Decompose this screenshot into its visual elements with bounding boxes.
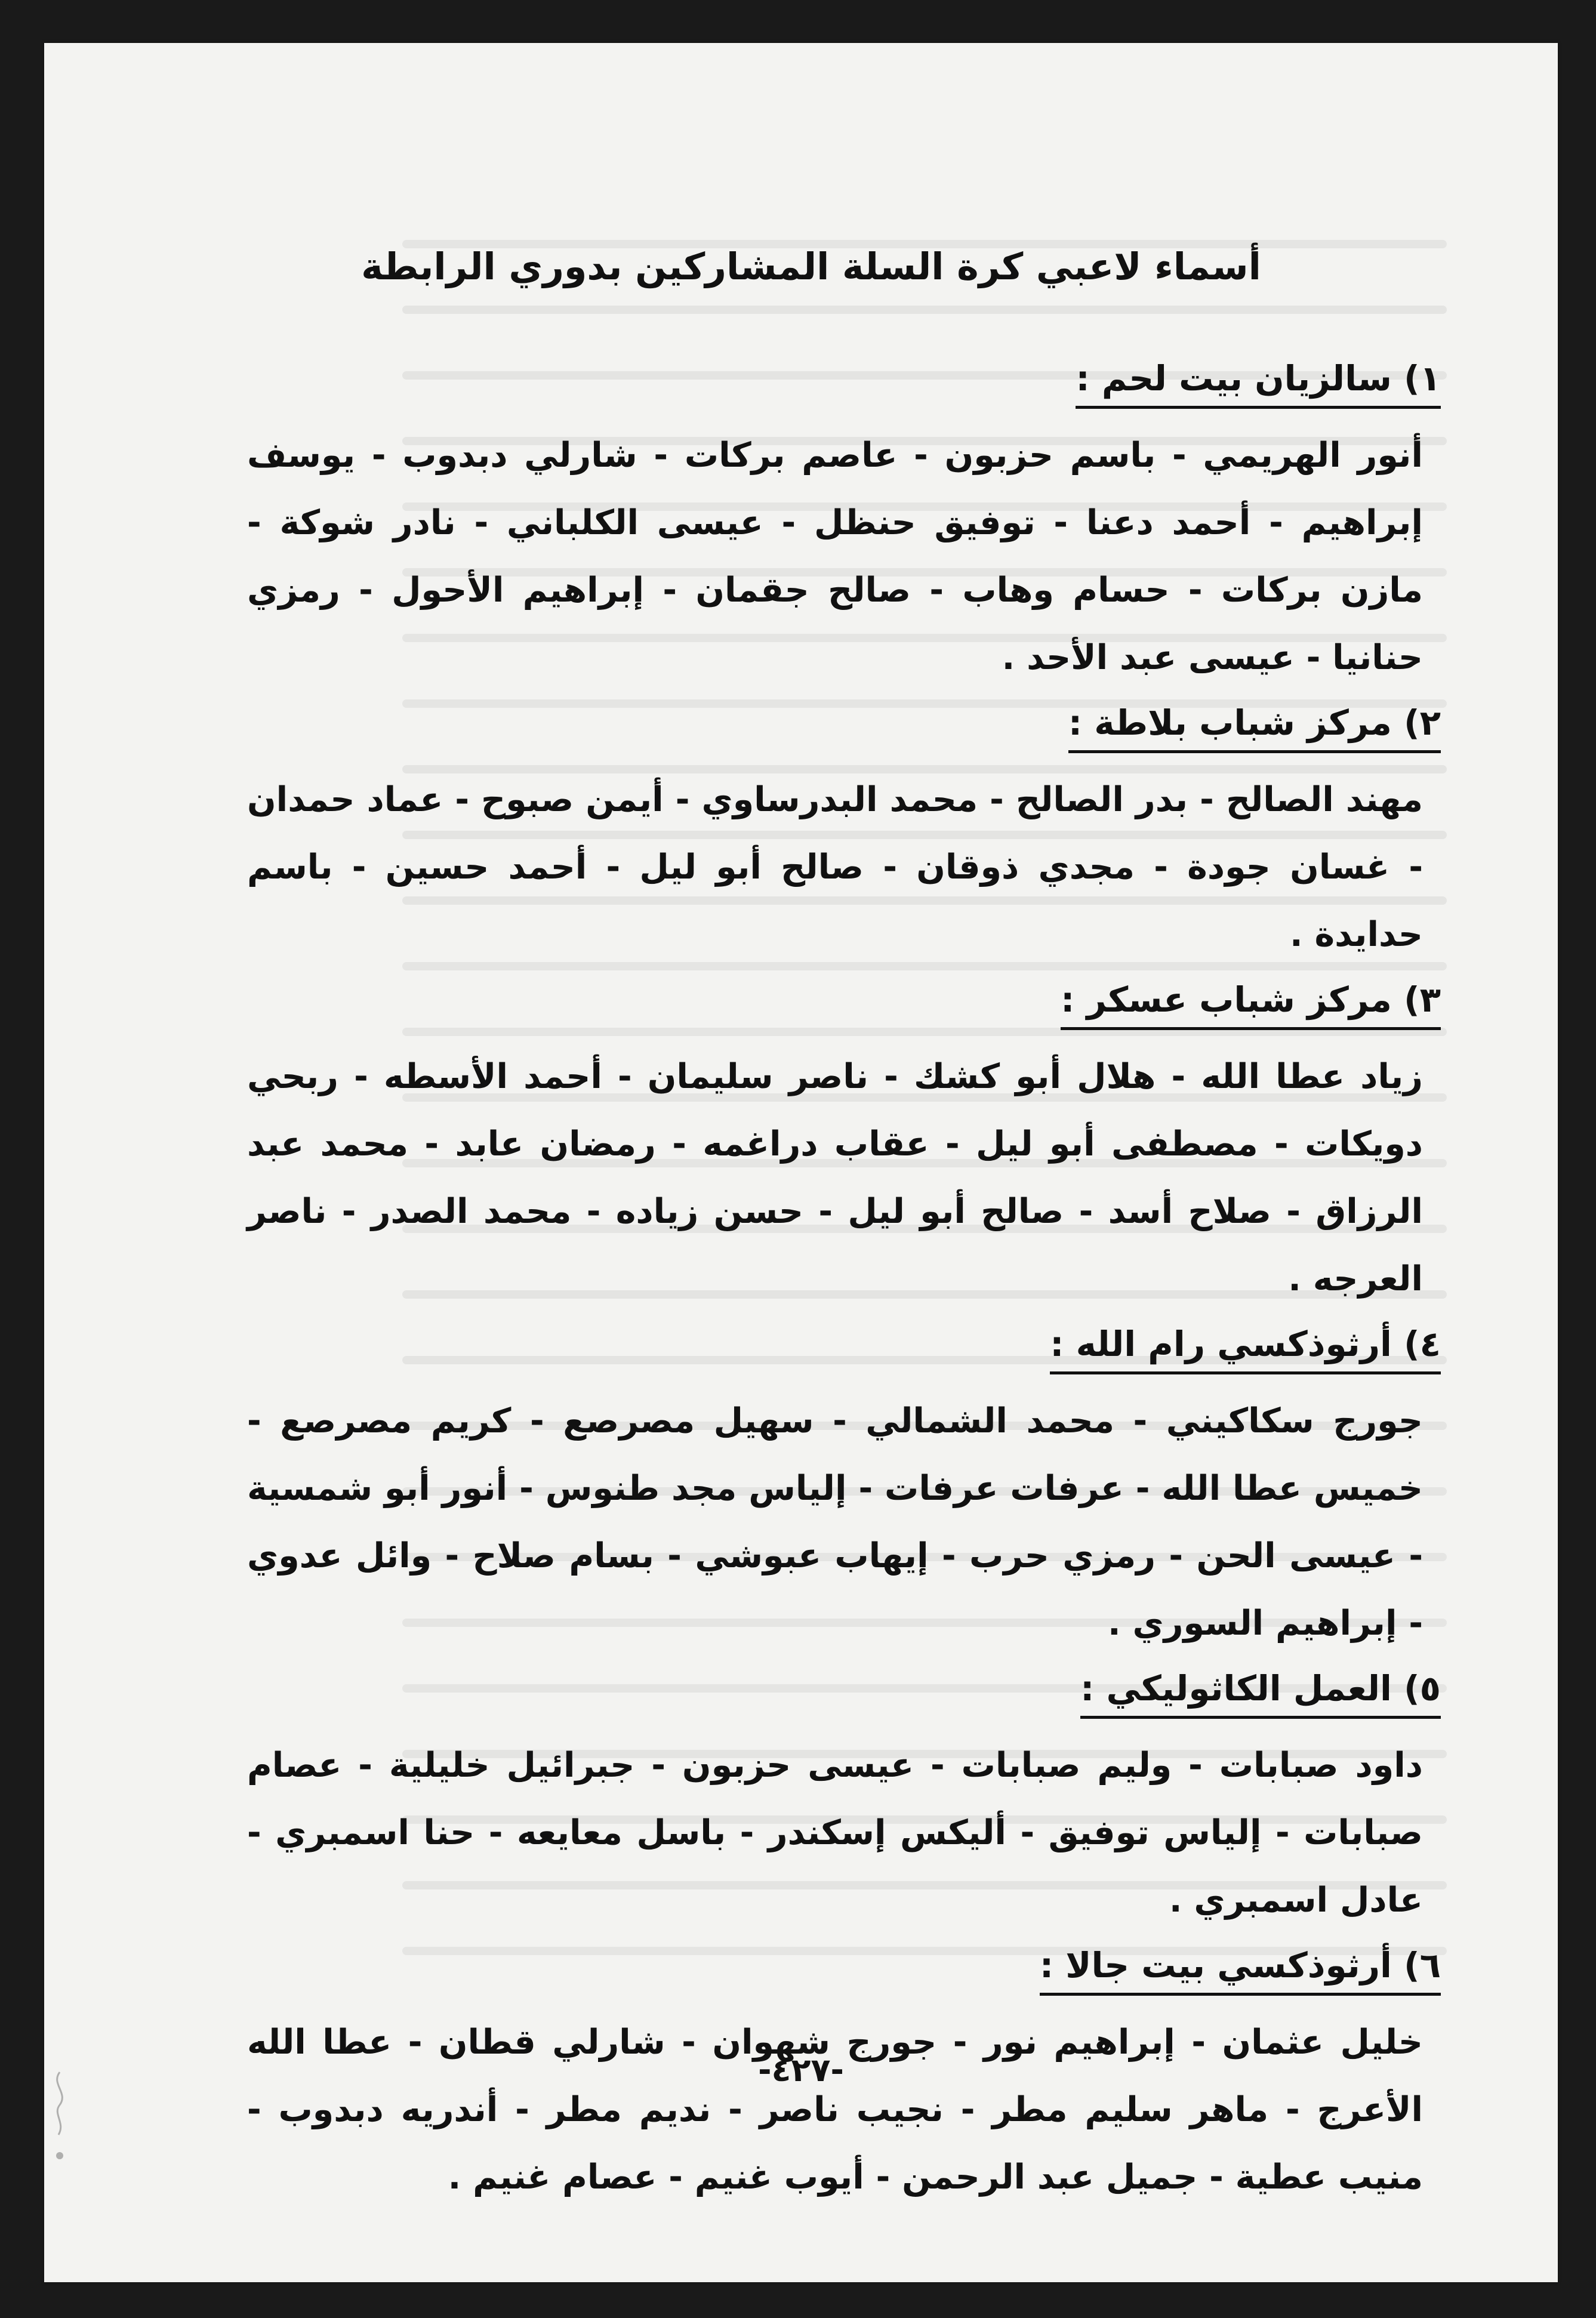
section-balata-youth	[235, 698, 1441, 969]
section-salesian-bethlehem	[235, 353, 1441, 692]
page-number: -٤٢٧-	[758, 2051, 844, 2089]
section-heading: ٣) مركز شباب عسكر :	[1061, 975, 1441, 1030]
player-list: مهند الصالح - بدر الصالح - محمد البدرساوي - أيمن صبوح - عماد حمدان - غسان جودة - مجدي ذوقان - صالح أبو ليل - أحمد حسين - باسم حدايدة .	[247, 780, 1423, 954]
section-heading: ٢) مركز شباب بلاطة :	[1068, 698, 1441, 753]
document-page	[44, 43, 1558, 2282]
paper-mark-icon	[48, 2066, 72, 2174]
player-list: زياد عطا الله - هلال أبو كشك - ناصر سليمان - أحمد الأسطه - ربحي دويكات - مصطفى أبو ليل - عقاب دراغمه - رمضان عابد - محمد عبد الرزاق - صلاح أسد - صالح أبو ليل - حسن زياده - محمد الصدر - ناصر العرجه .	[247, 1057, 1423, 1299]
section-heading: ٦) أرثوذكسي بيت جالا :	[1040, 1940, 1441, 1996]
player-list: خليل عثمان - إبراهيم نور - جورج شهوان - شارلي قطان - عطا الله الأعرج - ماهر سليم مطر - نجيب ناصر - نديم مطر - أندريه دبدوب - منيب عطية - جميل عبد الرحمن - أيوب غنيم - عصام غنيم .	[247, 2023, 1423, 2197]
section-catholic-action	[235, 1663, 1441, 1934]
player-list: أنور الهريمي - باسم حزبون - عاصم بركات - شارلي دبدوب - يوسف إبراهيم - أحمد دعنا - توفيق حنظل - عيسى الكلباني - نادر شوكة - مازن بركات - حسام وهاب - صالح جقمان - إبراهيم الأحول - رمزي حنانيا - عيسى عبد الأحد .	[247, 436, 1423, 677]
section-heading: ٥) العمل الكاثوليكي :	[1080, 1663, 1441, 1719]
page-title: أسماء لاعبي كرة السلة المشاركين بدوري الرابطة	[361, 245, 1261, 288]
section-heading: ٤) أرثوذكسي رام الله :	[1050, 1319, 1441, 1374]
player-list: جورج سكاكيني - محمد الشمالي - سهيل مصرصع - كريم مصرصع - خميس عطا الله - عرفات عرفات - إلياس مجد طنوس - أنور أبو شمسية - عيسى الحن - رمزي حرب - إيهاب عبوشي - بسام صلاح - وائل عدوي - إبراهيم السوري .	[247, 1401, 1423, 1643]
section-orthodox-ramallah	[235, 1319, 1441, 1657]
document-content	[235, 240, 1441, 2217]
section-heading: ١) سالزيان بيت لحم :	[1076, 353, 1441, 409]
section-askar-youth	[235, 975, 1441, 1313]
player-list: داود صبابات - وليم صبابات - عيسى حزبون - جبرائيل خليلية - عصام صبابات - إلياس توفيق - أليكس إسكندر - باسل معايعه - حنا اسمبري - عادل اسمبري .	[247, 1746, 1423, 1920]
